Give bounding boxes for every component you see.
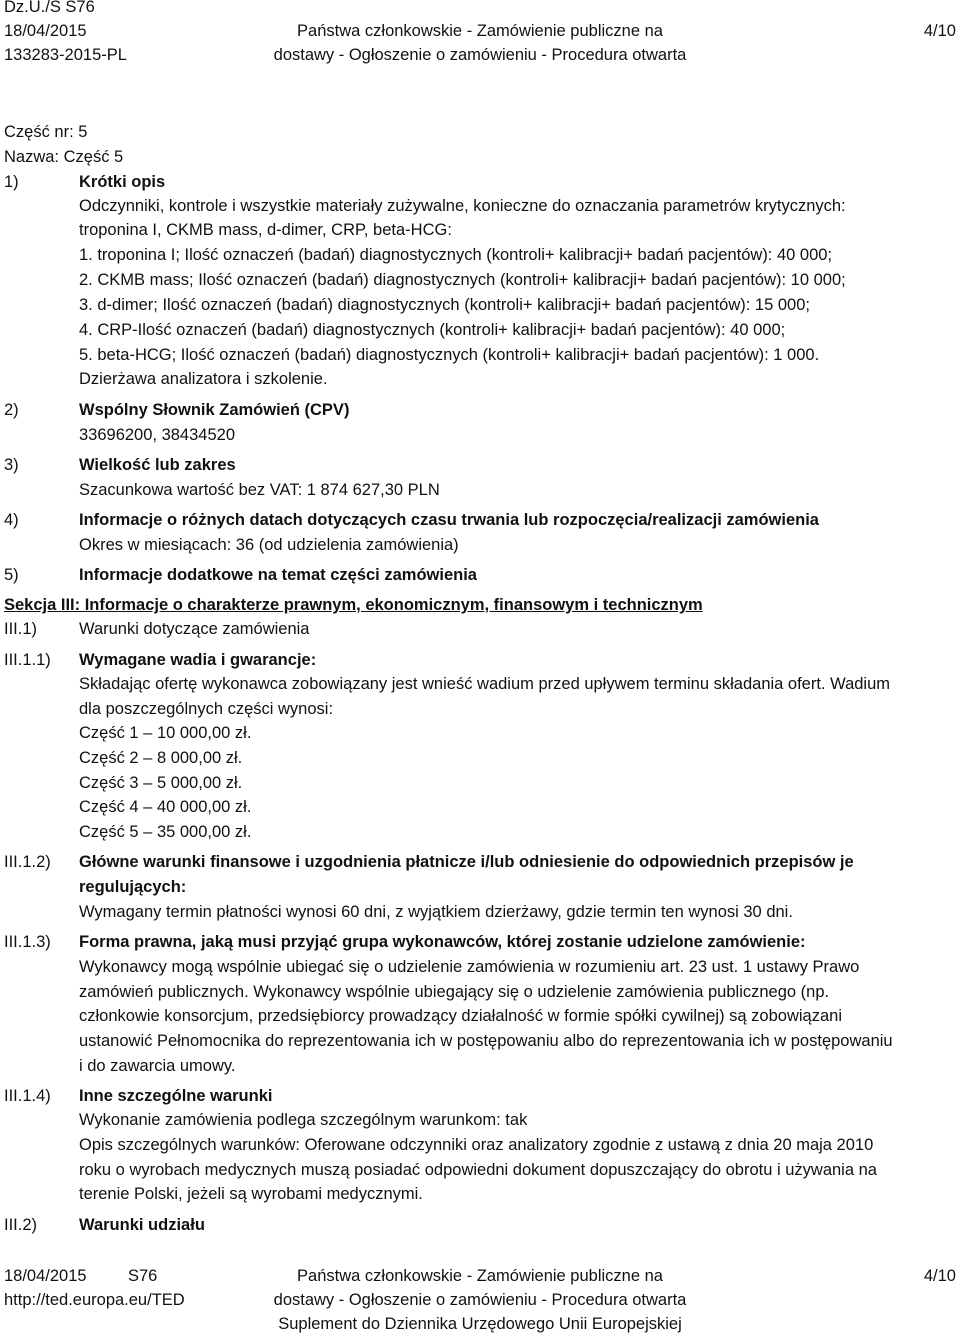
section-5-title: Informacje dodatkowe na temat części zamówienia [79, 566, 477, 584]
header-ref: 133283-2015-PL [4, 46, 127, 64]
section-4-title: Informacje o różnych datach dotyczących czasu trwania lub rozpoczęcia/realizacji zamówienia [79, 511, 819, 529]
section-iii-1-3-line: Wykonawcy mogą wspólnie ubiegać się o udzielenie zamówienia w rozumieniu art. 23 ust. 1 ustawy Prawo [79, 958, 860, 976]
section-iii-1-1-line: Część 4 – 40 000,00 zł. [79, 798, 252, 816]
section-3-value: Szacunkowa wartość bez VAT: 1 874 627,30 PLN [79, 481, 440, 499]
section-1-line: 4. CRP-Ilość oznaczeń (badań) diagnostycznych (kontroli+ kalibracji+ badań pacjentów): 40 000; [79, 321, 786, 339]
section-3-number: 3) [4, 456, 19, 474]
section-1-line: troponina I, CKMB mass, d-dimer, CRP, beta-HCG: [79, 221, 452, 239]
section-iii-1-3-line: członkowie konsorcjum, przedsiębiorcy prowadzący działalność w formie spółki cywilnej) są zobowiązani [79, 1007, 842, 1025]
section-iii-1-1-line: Część 5 – 35 000,00 zł. [79, 823, 252, 841]
footer-title-line2: dostawy - Ogłoszenie o zamówieniu - Procedura otwarta [273, 1291, 687, 1309]
section-iii-1-4-line: Wykonanie zamówienia podlega szczególnym warunkom: tak [79, 1111, 528, 1129]
section-iii-1-3-line: zamówień publicznych. Wykonawcy wspólnie ubiegający się o udzielenie zamówienia publicznego (np. [79, 983, 830, 1001]
part-name: Nazwa: Część 5 [4, 148, 124, 166]
footer-title-line3: Suplement do Dziennika Urzędowego Unii Europejskiej [278, 1315, 682, 1333]
section-1-line: 5. beta-HCG; Ilość oznaczeń (badań) diagnostycznych (kontroli+ kalibracji+ badań pacjentów): 1 000. [79, 346, 820, 364]
section-iii-1-4-line: terenie Polski, jeżeli są wyrobami medycznymi. [79, 1185, 423, 1203]
section-iii-1-4-title: Inne szczególne warunki [79, 1087, 273, 1105]
section-1-line: 3. d-dimer; Ilość oznaczeń (badań) diagnostycznych (kontroli+ kalibracji+ badań pacjentów): 15 000; [79, 296, 810, 314]
footer-code: S76 [128, 1267, 158, 1285]
part-number: Część nr: 5 [4, 123, 88, 141]
section-iii-1-1-number: III.1.1) [4, 651, 51, 669]
section-2-number: 2) [4, 401, 19, 419]
section-3-title: Wielkość lub zakres [79, 456, 236, 474]
section-iii-1-2-text: Wymagany termin płatności wynosi 60 dni, z wyjątkiem dzierżawy, gdzie termin ten wynosi 30 dni. [79, 903, 793, 921]
section-2-value: 33696200, 38434520 [79, 426, 235, 444]
section-iii-1-2-title: regulujących: [79, 878, 187, 896]
section-iii-1-1-line: Część 1 – 10 000,00 zł. [79, 724, 252, 742]
section-iii-1-4-line: roku o wyrobach medycznych muszą posiadać odpowiedni dokument dopuszczający do obrotu i używania na [79, 1161, 877, 1179]
section-iii-1-number: III.1) [4, 620, 38, 638]
section-iii-1-1-line: Składając ofertę wykonawca zobowiązany jest wnieść wadium przed upływem terminu składania ofert. Wadium [79, 675, 891, 693]
footer-url[interactable]: http://ted.europa.eu/TED [4, 1291, 185, 1309]
footer-date: 18/04/2015 [4, 1267, 87, 1285]
header-title-line2: dostawy - Ogłoszenie o zamówieniu - Procedura otwarta [273, 46, 687, 64]
section-iii-heading: Sekcja III: Informacje o charakterze prawnym, ekonomicznym, finansowym i technicznym [4, 596, 703, 614]
section-1-title: Krótki opis [79, 173, 166, 191]
section-iii-1-3-line: ustanowić Pełnomocnika do reprezentowania ich w postępowaniu albo do reprezentowania ich w postępowaniu [79, 1032, 893, 1050]
section-iii-1-4-number: III.1.4) [4, 1087, 51, 1105]
footer-page: 4/10 [923, 1267, 956, 1285]
section-iii-2-number: III.2) [4, 1216, 38, 1234]
section-iii-1-3-number: III.1.3) [4, 933, 51, 951]
section-iii-1-title: Warunki dotyczące zamówienia [79, 620, 310, 638]
section-4-value: Okres w miesiącach: 36 (od udzielenia zamówienia) [79, 536, 459, 554]
section-iii-1-1-line: Część 3 – 5 000,00 zł. [79, 774, 243, 792]
section-1-line: Dzierżawa analizatora i szkolenie. [79, 370, 328, 388]
section-4-number: 4) [4, 511, 19, 529]
section-iii-1-3-line: i do zawarcia umowy. [79, 1057, 236, 1075]
section-iii-1-1-line: Część 2 – 8 000,00 zł. [79, 749, 243, 767]
section-iii-1-3-title: Forma prawna, jaką musi przyjąć grupa wykonawców, której zostanie udzielone zamówienie: [79, 933, 806, 951]
section-2-title: Wspólny Słownik Zamówień (CPV) [79, 401, 350, 419]
section-5-number: 5) [4, 566, 19, 584]
header-page: 4/10 [923, 22, 956, 40]
section-1-line: Odczynniki, kontrole i wszystkie materiały zużywalne, konieczne do oznaczania parametrów krytycznych: [79, 197, 846, 215]
footer-title-line1: Państwa członkowskie - Zamówienie publiczne na [297, 1267, 663, 1285]
header-title-line1: Państwa członkowskie - Zamówienie publiczne na [297, 22, 663, 40]
header-date: 18/04/2015 [4, 22, 87, 40]
header-doc-id: Dz.U./S S76 [4, 0, 95, 16]
section-1-line: 2. CKMB mass; Ilość oznaczeń (badań) diagnostycznych (kontroli+ kalibracji+ badań pacjentów): 10 000; [79, 271, 846, 289]
section-1-line: 1. troponina I; Ilość oznaczeń (badań) diagnostycznych (kontroli+ kalibracji+ badań pacjentów): 40 000; [79, 246, 833, 264]
section-iii-1-4-line: Opis szczególnych warunków: Oferowane odczynniki oraz analizatory zgodnie z ustawą z dnia 20 maja 2010 [79, 1136, 874, 1154]
section-iii-1-2-title: Główne warunki finansowe i uzgodnienia płatnicze i/lub odniesienie do odpowiednich przepisów je [79, 853, 854, 871]
section-iii-2-title: Warunki udziału [79, 1216, 205, 1234]
section-iii-1-1-title: Wymagane wadia i gwarancje: [79, 651, 317, 669]
section-1-number: 1) [4, 173, 19, 191]
section-iii-1-1-line: dla poszczególnych części wynosi: [79, 700, 334, 718]
section-iii-1-2-number: III.1.2) [4, 853, 51, 871]
